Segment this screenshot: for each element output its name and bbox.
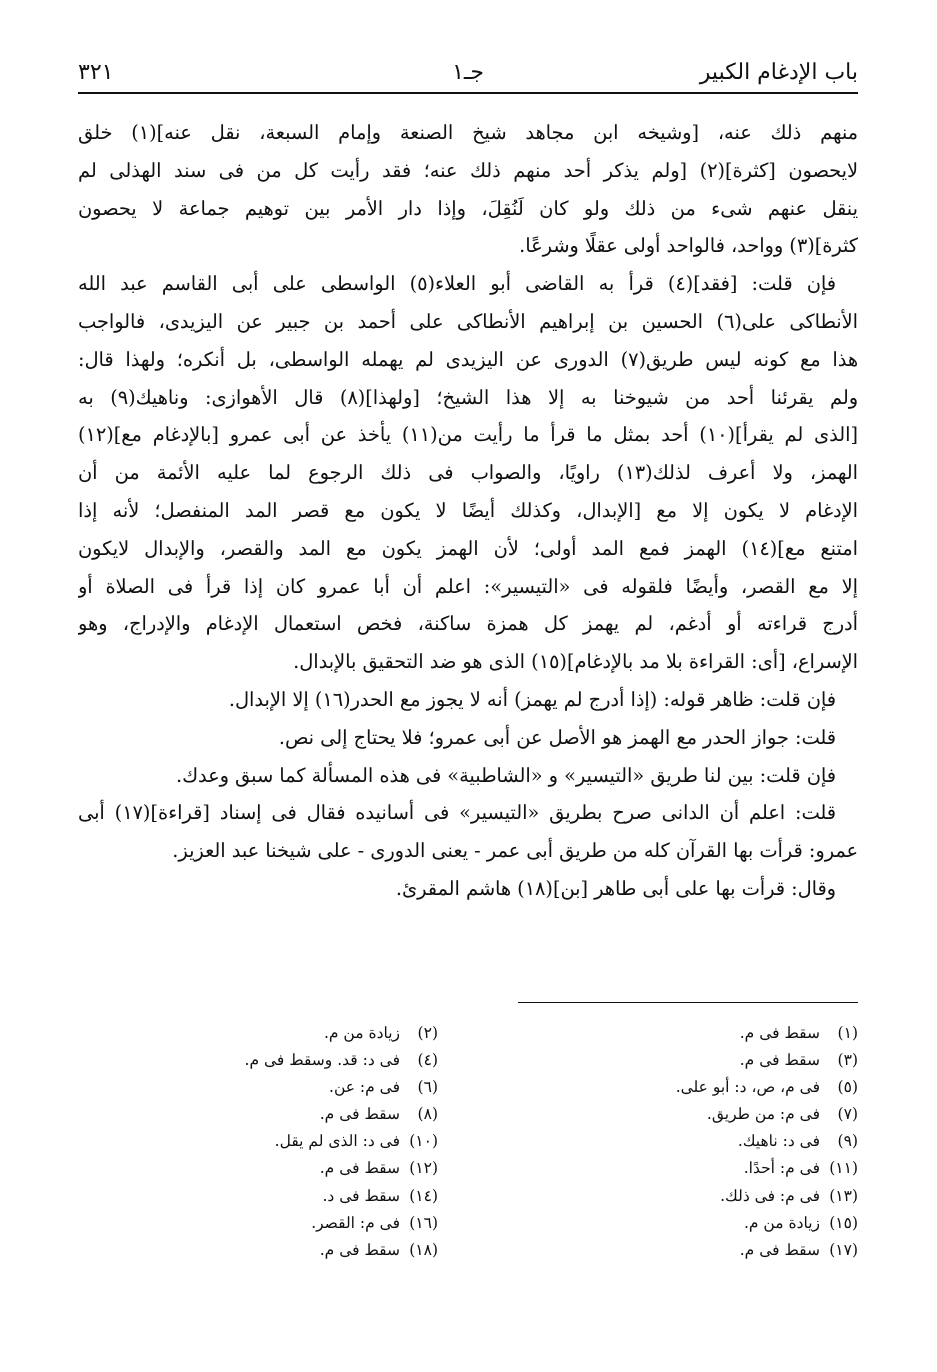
footnote [78, 1183, 438, 1210]
footnote [78, 1155, 438, 1182]
text-line: الهمز، ولا أعرف لذلك(١٣) راويًا، والصواب فى ذلك الرجوع لما عليه الأئمة من أن [78, 461, 858, 485]
text-line: ولم يقرئنا أحد من شيوخنا به إلا هذا الشيخ؛ [ولهذا](٨) قال الأهوازى: وناهيك(٩) به [78, 385, 858, 409]
footnote-number: (١٥) [829, 1213, 858, 1232]
footnote [498, 1101, 858, 1128]
footnote-text: فى د: قد. وسقط فى م. [244, 1051, 400, 1070]
text-line: وقال: قرأت بها على أبى طاهر [بن](١٨) هاشم المقرئ. [395, 876, 836, 900]
footnote-number: (٧) [837, 1105, 858, 1124]
footnote [78, 1128, 438, 1155]
text-line: إلا مع القصر، وأيضًا فلقوله فى «التيسير»: اعلم أن أبا عمرو كان إذا قرأ فى الصلاة أو [78, 574, 858, 598]
text-line: فإن قلت: [فقد](٤) قرأ به القاضى أبو العلاء(٥) الواسطى على أبى القاسم عبد الله [78, 272, 836, 296]
footnotes-column-right [498, 1020, 858, 1264]
footnote-text: سقط فى م. [739, 1024, 820, 1042]
footnote-number: (٦) [417, 1078, 438, 1097]
text-line: [الذى لم يقرأ](١٠) أحد بمثل ما قرأ ما رأيت من(١١) يأخذ عن أبى عمرو [بالإدغام مع](١٢) [78, 423, 858, 447]
footnote [498, 1183, 858, 1210]
footnote-number: (٩) [837, 1132, 858, 1151]
footnote [78, 1020, 438, 1047]
text-line: الأنطاكى على(٦) الحسين بن إبراهيم الأنطاكى على أحمد بن جبير عن اليزيدى، فالواجب [78, 309, 858, 333]
footnote [78, 1210, 438, 1237]
footnote [498, 1210, 858, 1237]
footnote-number: (٢) [417, 1024, 438, 1042]
footnote [78, 1101, 438, 1128]
footnote-number: (٨) [417, 1105, 438, 1124]
footnote-text: سقط فى م. [739, 1051, 820, 1070]
main-text [78, 114, 858, 908]
text-line: منهم ذلك عنه، [وشيخه ابن مجاهد شيخ الصنعة وإمام السبعة، نقل عنه](١) خلق [78, 121, 858, 144]
footnote-number: (١٧) [829, 1240, 858, 1259]
footnote-number: (٣) [837, 1051, 858, 1070]
text-line: قلت: جواز الحدر مع الهمز هو الأصل عن أبى عمرو؛ فلا يحتاج إلى نص. [278, 725, 836, 749]
footnote [78, 1047, 438, 1074]
text-line: امتنع مع](١٤) الهمز فمع المد أولى؛ لأن الهمز يكون مع المد والقصر، والإبدال لايكون [78, 536, 858, 560]
footnote-text: زيادة من م. [743, 1213, 820, 1232]
footnote-number: (٤) [417, 1051, 438, 1070]
volume-label: جـ١ [452, 60, 484, 85]
book-page [78, 52, 858, 1342]
text-line: هذا مع كونه ليس طريق(٧) الدورى عن اليزيدى لم يهمله الواسطى، بل أنكره؛ ولهذا قال: [78, 347, 858, 371]
text-line: الإسراع، [أى: القراءة بلا مد بالإدغام](١٥) الذى هو ضد التحقيق بالإبدال. [293, 650, 858, 674]
footnote-text: فى م: القصر. [311, 1213, 400, 1232]
footnote-text: فى د: الذى لم يقل. [274, 1132, 400, 1151]
footnote-number: (١٦) [409, 1213, 438, 1232]
footnote-text: سقط فى م. [319, 1240, 400, 1259]
footnote-text: سقط فى م. [319, 1105, 400, 1124]
footnote-text: سقط فى د. [322, 1186, 400, 1205]
page-number: ٣٢١ [78, 60, 114, 85]
footnote-text: فى م، ص، د: أبو على. [675, 1078, 820, 1097]
footnote-text: فى م: عن. [329, 1078, 400, 1097]
page-header [78, 52, 858, 94]
text-line: عمرو: قرأت بها القرآن كله من طريق أبى عمر - يعنى الدورى - على شيخنا عبد العزيز. [172, 839, 858, 863]
footnote-number: (١٣) [829, 1186, 858, 1205]
footnote-number: (١٨) [409, 1240, 438, 1259]
footnote-number: (١) [837, 1024, 858, 1042]
footnotes-column-left [78, 1020, 438, 1264]
footnote [498, 1047, 858, 1074]
footnote [78, 1237, 438, 1264]
text-line: فإن قلت: ظاهر قوله: (إذا أدرج لم يهمز) أنه لا يجوز مع الحدر(١٦) إلا الإبدال. [228, 687, 836, 711]
footnote-text: سقط فى م. [319, 1159, 400, 1178]
footnote [498, 1074, 858, 1101]
text-line: ينقل عنهم شىء من ذلك ولو كان لَنُقِلَ، وإذا دار الأمر بين توهيم جماعة لا يحصون [78, 196, 858, 220]
footnote-number: (١٠) [409, 1132, 438, 1151]
footnote-text: فى م: من طريق. [706, 1105, 820, 1124]
text-line: كثرة](٣) وواحد، فالواحد أولى عقلًا وشرعًا. [519, 234, 858, 258]
footnote-number: (١٢) [409, 1159, 438, 1178]
footnote [498, 1237, 858, 1264]
footnote-divider [518, 1002, 858, 1003]
footnote [498, 1155, 858, 1182]
footnote-text: سقط فى م. [739, 1240, 820, 1259]
text-line: فإن قلت: بين لنا طريق «التيسير» و «الشاطبية» فى هذه المسألة كما سبق وعدك. [175, 763, 836, 787]
footnote-number: (٥) [837, 1078, 858, 1097]
chapter-title: باب الإدغام الكبير [699, 60, 858, 85]
footnote [78, 1074, 438, 1101]
footnote [498, 1128, 858, 1155]
footnote-text: زيادة من م. [323, 1024, 400, 1042]
footnote-number: (١٤) [409, 1186, 438, 1205]
text-line: قلت: اعلم أن الدانى صرح بطريق «التيسير» فى أسانيده فقال فى إسناد [قراءة](١٧) أبى [78, 801, 837, 825]
footnote [498, 1020, 858, 1047]
footnote-number: (١١) [829, 1159, 858, 1178]
footnote-text: فى د: ناهيك. [737, 1132, 820, 1151]
text-line: لايحصون [كثرة](٢) [ولم يذكر أحد منهم ذلك عنه؛ فقد رأيت كل من فى سند الهذلى لم [78, 158, 858, 182]
footnote-text: فى م: فى ذلك. [720, 1186, 820, 1205]
footnote-text: فى م: أحدًا. [743, 1159, 820, 1178]
text-line: الإدغام لا يكون إلا مع [الإبدال، وكذلك أيضًا لا يكون مع قصر المد المنفصل؛ لأنه إذا [78, 498, 858, 522]
text-line: أدرج قراءته أو أدغم، لم يهمز كل همزة ساكنة، فخص استعمال الإدغام والإدراج، وهو [78, 612, 858, 636]
